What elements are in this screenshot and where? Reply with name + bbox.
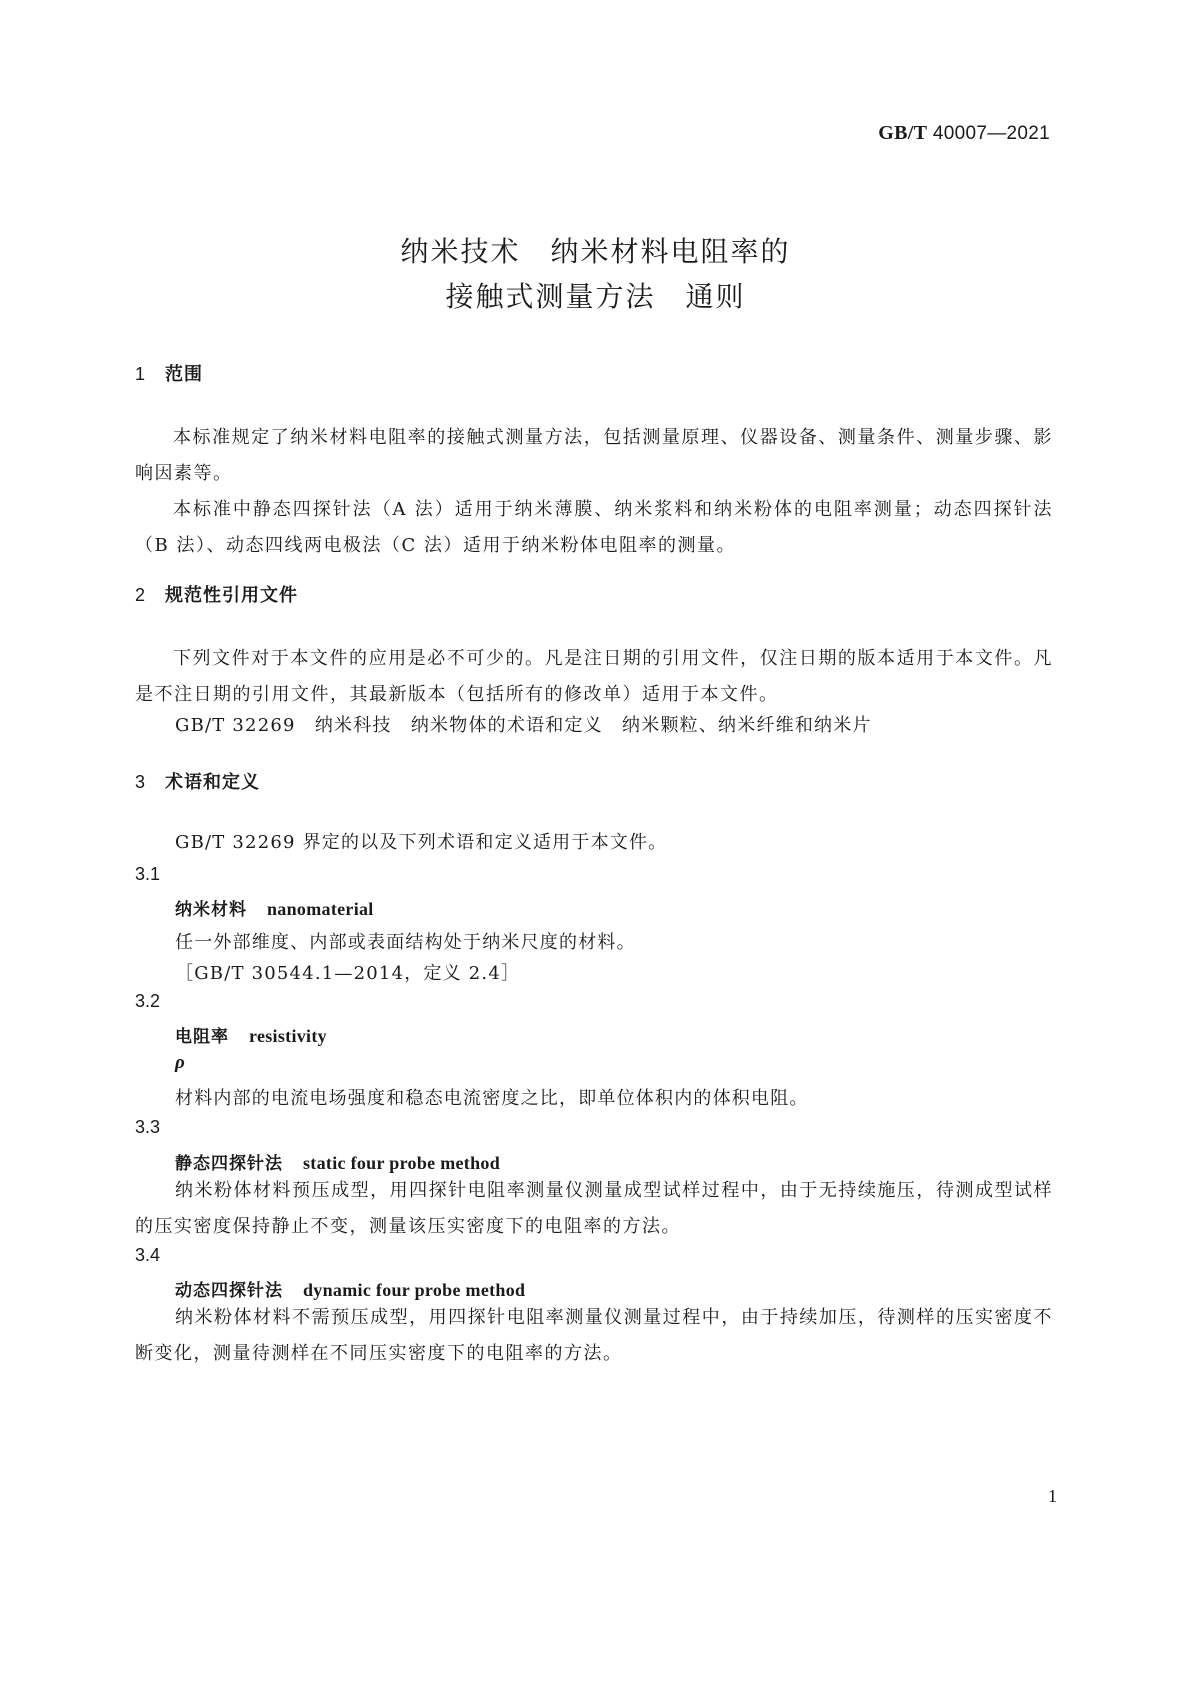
standard-code [878, 122, 1050, 145]
section-title: 术语和定义 [165, 772, 260, 793]
term-definition: 任一外部维度、内部或表面结构处于纳米尺度的材料。 [175, 932, 636, 953]
term-source: ［GB/T 30544.1—2014，定义 2.4］ [175, 963, 521, 984]
section-number: 2 [135, 585, 147, 605]
section-1-paragraph-2: 本标准中静态四探针法（A 法）适用于纳米薄膜、纳米浆料和纳米粉体的电阻率测量；动态四探针法（B 法）、动态四线两电极法（C 法）适用于纳米粉体电阻率的测量。 [135, 499, 1053, 556]
page-number: 1 [1048, 1486, 1057, 1506]
term-number: 3.4 [135, 1245, 161, 1265]
normative-reference: GB/T 32269 纳米科技 纳米物体的术语和定义 纳米颗粒、纳米纤维和纳米片 [175, 715, 872, 736]
section-1-paragraph-1: 本标准规定了纳米材料电阻率的接触式测量方法，包括测量原理、仪器设备、测量条件、测量步骤、影响因素等。 [135, 427, 1053, 484]
term-zh: 纳米材料 [175, 900, 247, 920]
term-definition: 纳米粉体材料预压成型，用四探针电阻率测量仪测量成型试样过程中，由于无持续施压，待测成型试样的压实密度保持静止不变，测量该压实密度下的电阻率的方法。 [135, 1180, 1053, 1237]
term-name [175, 1149, 500, 1174]
term-number: 3.1 [135, 864, 161, 884]
term-name [175, 1022, 327, 1047]
document-title-line-2: 接触式测量方法 通则 [445, 280, 746, 313]
term-en: dynamic four probe method [303, 1280, 526, 1300]
term-number: 3.2 [135, 991, 161, 1011]
term-definition: 纳米粉体材料不需预压成型，用四探针电阻率测量仪测量过程中，由于持续加压，待测样的压实密度不断变化，测量待测样在不同压实密度下的电阻率的方法。 [135, 1307, 1053, 1364]
term-name [175, 895, 374, 920]
section-2-heading [135, 581, 298, 607]
term-symbol: ρ [175, 1052, 185, 1073]
section-1-heading [135, 360, 203, 386]
term-number: 3.3 [135, 1117, 161, 1137]
standard-code-prefix: GB/T [878, 122, 928, 144]
standard-code-number: 40007—2021 [932, 123, 1050, 144]
term-en: resistivity [249, 1026, 327, 1046]
term-zh: 电阻率 [175, 1027, 229, 1047]
term-zh: 静态四探针法 [175, 1154, 283, 1174]
section-title: 规范性引用文件 [165, 585, 298, 606]
term-name [175, 1276, 525, 1301]
section-number: 1 [135, 364, 147, 384]
section-2-paragraph-1: 下列文件对于本文件的应用是必不可少的。凡是注日期的引用文件，仅注日期的版本适用于本文件。凡是不注日期的引用文件，其最新版本（包括所有的修改单）适用于本文件。 [135, 648, 1053, 705]
term-en: static four probe method [303, 1153, 501, 1173]
term-definition: 材料内部的电流电场强度和稳态电流密度之比，即单位体积内的体积电阻。 [175, 1088, 809, 1109]
section-3-heading [135, 768, 260, 794]
section-3-intro: GB/T 32269 界定的以及下列术语和定义适用于本文件。 [175, 832, 668, 853]
section-title: 范围 [165, 364, 203, 385]
section-number: 3 [135, 772, 147, 792]
term-zh: 动态四探针法 [175, 1281, 283, 1301]
document-title-line-1: 纳米技术 纳米材料电阻率的 [400, 235, 791, 268]
term-en: nanomaterial [267, 899, 374, 919]
